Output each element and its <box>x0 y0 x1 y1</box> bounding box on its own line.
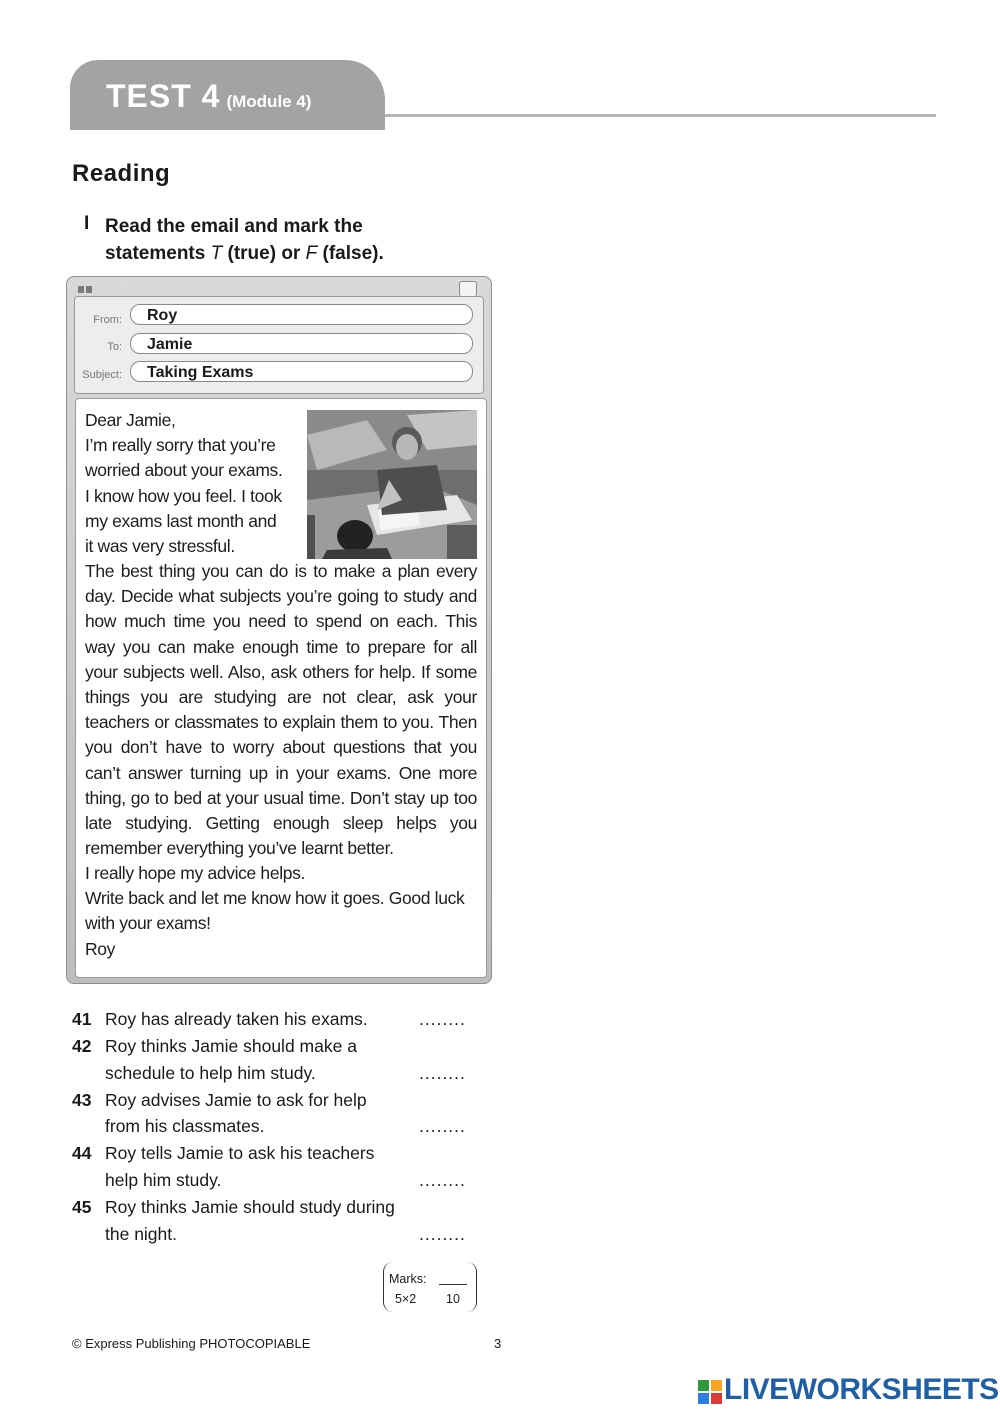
from-field: Roy <box>130 304 473 325</box>
from-label: From: <box>93 314 122 326</box>
email-closing-1: I really hope my advice helps. <box>85 863 306 883</box>
test-title: TEST 4 (Module 4) <box>106 78 312 114</box>
marks-blank <box>439 1284 467 1285</box>
instruction-number: I <box>84 213 90 234</box>
page-number: 3 <box>494 1336 502 1351</box>
liveworksheets-logo-icon <box>698 1380 722 1404</box>
marks-label: Marks: <box>389 1272 427 1286</box>
marks-multiplier: 5×2 <box>395 1292 417 1306</box>
to-field: Jamie <box>130 333 473 354</box>
window-maximize-icon <box>459 281 477 297</box>
email-line: my exams last month and <box>85 510 277 531</box>
exam-photo <box>307 410 477 559</box>
email-line: I’m really sorry that you’re <box>85 435 276 456</box>
email-greeting-block <box>85 408 300 559</box>
email-line: it was very stressful. <box>85 536 235 557</box>
answer-blank[interactable]: ........ <box>419 1170 466 1190</box>
email-signature: Roy <box>85 939 116 959</box>
test-subtitle: (Module 4) <box>226 92 312 111</box>
email-main-paragraph: The best thing you can do is to make a plan every day. Decide what subjects you’re going to study and how much time you need to spend on each. This way you can make enough time to prepare for all your subjects well. Also, ask others for help. If some things you are studying are not clear, ask your teachers or classmates to explain them to you. Then you don’t have to worry about questions that you can’t answer turning up in your exams. One more thing, go to bed at your usual time. Don’t stay up too late studying. Getting enough sleep helps you remember everything you’ve learnt better. <box>85 561 477 859</box>
email-line: I know how you feel. I took <box>85 485 282 506</box>
instruction-text: Read the email and mark the statements T (true) or F (false). <box>105 216 384 264</box>
liveworksheets-brand: LIVEWORKSHEETS <box>724 1373 999 1406</box>
marks-total: 10 <box>446 1292 460 1306</box>
copyright-footer: © Express Publishing PHOTOCOPIABLE <box>72 1336 311 1351</box>
email-line: Dear Jamie, <box>85 410 176 430</box>
section-title: Reading <box>72 160 171 187</box>
answer-blank[interactable]: ........ <box>419 1009 466 1029</box>
answer-blank[interactable]: ........ <box>419 1224 466 1244</box>
subject-field: Taking Exams <box>130 361 473 382</box>
to-label: To: <box>107 341 122 353</box>
answer-blank[interactable]: ........ <box>419 1063 466 1083</box>
email-line: worried about your exams. <box>85 460 283 481</box>
subject-label: Subject: <box>82 369 122 381</box>
email-closing-2: Write back and let me know how it goes. Good luck with your exams! <box>85 888 465 934</box>
answer-blank[interactable]: ........ <box>419 1116 466 1136</box>
